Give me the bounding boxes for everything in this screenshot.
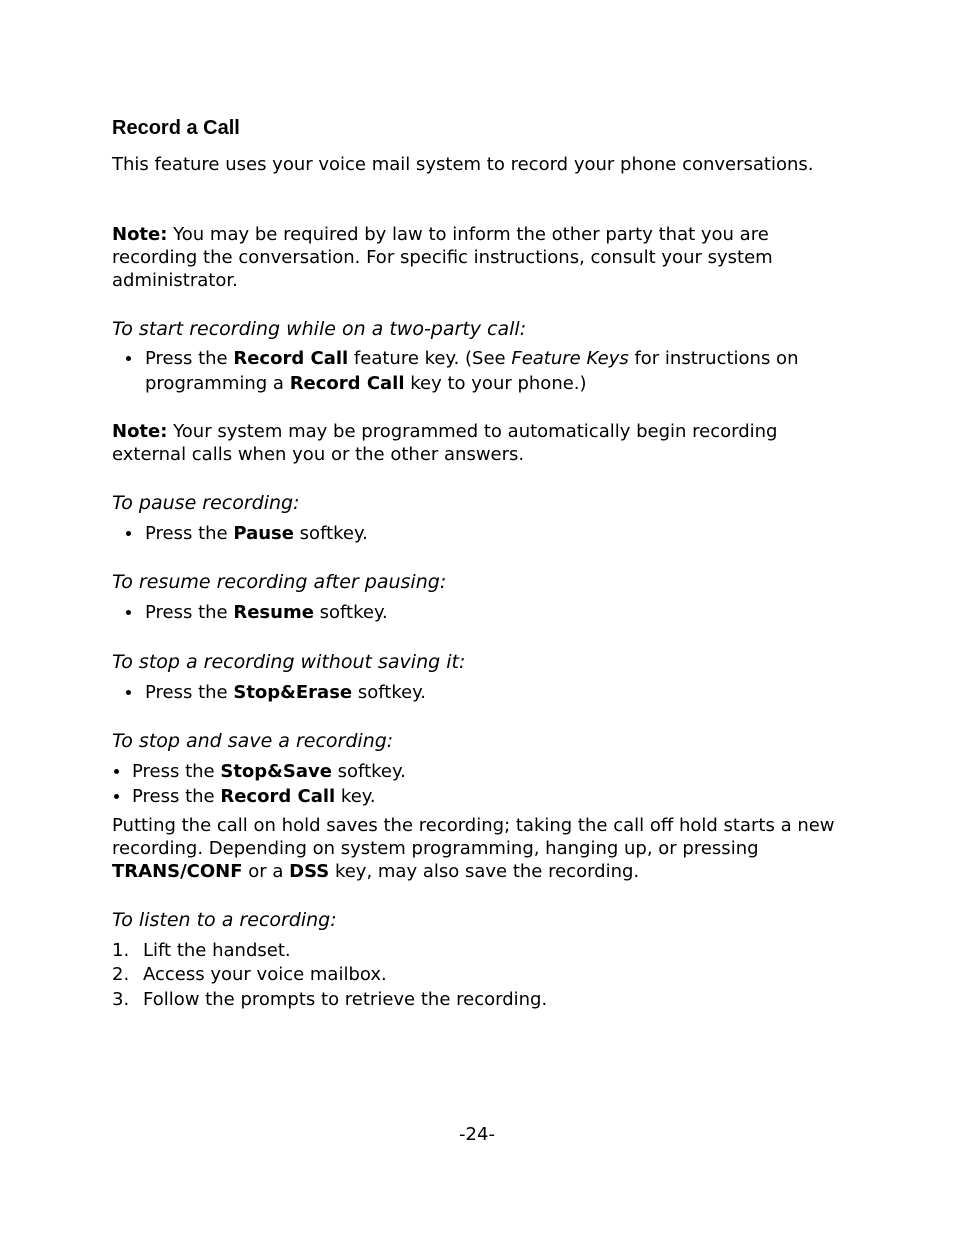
intro-paragraph: This feature uses your voice mail system to record your phone conversations.	[112, 154, 814, 175]
bullet-icon	[126, 690, 131, 695]
list-item-text: Press the Pause softkey.	[145, 523, 368, 544]
list-item-text: Press the Record Call key.	[132, 786, 376, 807]
hold-paragraph: Putting the call on hold saves the recording; taking the call off hold starts a new recording. Depending on system programming, hanging up, or pressing TRANS/CONF or a DSS key, may also save the recording.	[112, 815, 835, 882]
section-heading-start: To start recording while on a two-party call:	[112, 318, 527, 340]
section-heading-stop-save: To stop and save a recording:	[112, 730, 394, 752]
section-heading-listen: To listen to a recording:	[112, 909, 337, 931]
list-item-text: Press the Record Call feature key. (See Feature Keys for instructions on programming a Record Call key to your phone.)	[145, 348, 799, 394]
bullet-icon	[126, 356, 131, 361]
list-item-text: Press the Stop&Save softkey.	[132, 761, 406, 782]
bullet-icon	[114, 794, 119, 799]
page-number: -24-	[459, 1124, 495, 1145]
bullet-icon	[114, 769, 119, 774]
note-label: Note:	[112, 224, 168, 245]
note-text: Your system may be programmed to automatically begin recording external calls when you or the other answers.	[112, 421, 778, 465]
note-text: You may be required by law to inform the other party that you are recording the conversation. For specific instructions, consult your system administrator.	[112, 224, 773, 291]
list-item-text: Press the Stop&Erase softkey.	[145, 682, 426, 703]
note-auto-record	[112, 420, 852, 466]
bullet-icon	[126, 531, 131, 536]
section-heading-pause: To pause recording:	[112, 492, 300, 514]
note-legal	[112, 223, 852, 292]
page-title: Record a Call	[112, 117, 240, 139]
section-heading-stop-no-save: To stop a recording without saving it:	[112, 651, 466, 673]
note-label: Note:	[112, 421, 168, 442]
section-heading-resume: To resume recording after pausing:	[112, 571, 447, 593]
bullet-icon	[126, 610, 131, 615]
list-item-text: Press the Resume softkey.	[145, 602, 388, 623]
